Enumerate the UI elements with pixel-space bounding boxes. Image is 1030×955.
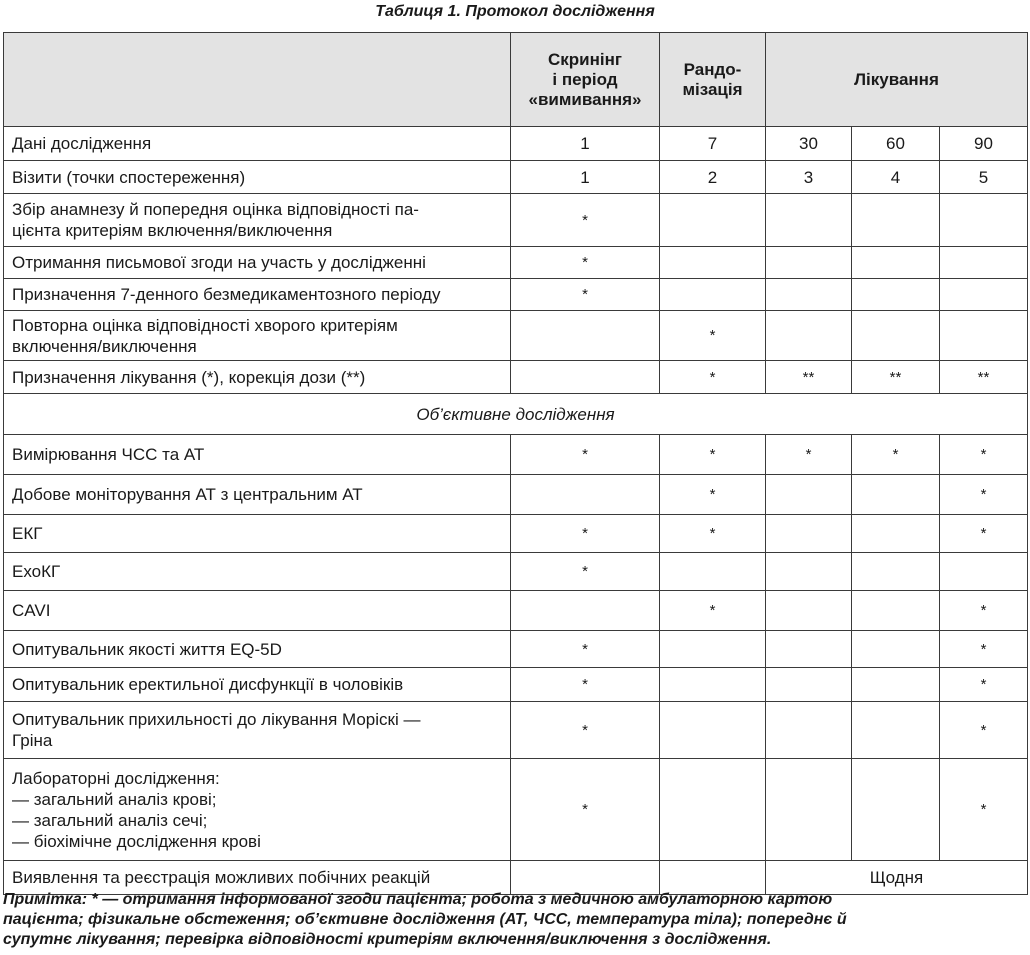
cell-mark [660, 553, 766, 591]
cell-mark [511, 591, 660, 631]
cell-mark [511, 311, 660, 361]
cell-mark: * [940, 759, 1028, 861]
row-label: Виявлення та реєстрація можливих побічних реакцій [4, 861, 511, 895]
row-label: Призначення 7-денного безмедикаментозного періоду [4, 279, 511, 311]
row-label: Дані дослідження [4, 127, 511, 161]
cell-mark: * [660, 311, 766, 361]
cell-mark: * [660, 515, 766, 553]
table-row [4, 361, 1028, 394]
cell-mark: * [940, 591, 1028, 631]
cell-mark [852, 631, 940, 668]
table-row [4, 127, 1028, 161]
cell-mark: * [511, 515, 660, 553]
cell-mark: * [511, 279, 660, 311]
cell-mark [766, 311, 852, 361]
table-row [4, 311, 1028, 361]
cell-mark: * [940, 475, 1028, 515]
section-row [4, 394, 1028, 435]
header-screening: Скринінг і період «вимивання» [511, 33, 660, 127]
cell-mark: ** [940, 361, 1028, 394]
cell-mark [852, 553, 940, 591]
row-label: Лабораторні дослідження: — загальний аналіз крові; — загальний аналіз сечі; — біохімічне дослідження крові [4, 759, 511, 861]
cell-mark: * [766, 435, 852, 475]
cell-mark: * [940, 702, 1028, 759]
cell-mark: * [511, 668, 660, 702]
table-note: Примітка: * — отримання інформованої згоди пацієнта; робота з медичною амбулаторною картою пацієнта; фізикальне обстеження; об’єктивне дослідження (АТ, ЧСС, температура тіла); попереднє й супутнє лікування; перевірка відповідності критеріям включення/виключення з дослідження. [3, 891, 847, 948]
table-row [4, 435, 1028, 475]
cell-value: 2 [660, 161, 766, 194]
cell-mark: * [511, 194, 660, 247]
table-row [4, 668, 1028, 702]
header-row [4, 33, 1028, 127]
cell-mark [852, 247, 940, 279]
daily-cell: Щодня [766, 861, 1028, 895]
table-row [4, 591, 1028, 631]
cell-mark: * [940, 515, 1028, 553]
cell-value: 1 [511, 127, 660, 161]
table-caption: Таблиця 1. Протокол дослідження [375, 3, 655, 20]
cell-mark: * [940, 668, 1028, 702]
cell-mark [852, 702, 940, 759]
table-row [4, 553, 1028, 591]
table-row [4, 279, 1028, 311]
cell-mark [940, 194, 1028, 247]
cell-mark: * [660, 435, 766, 475]
table-row [4, 515, 1028, 553]
table-row [4, 759, 1028, 861]
cell-mark [940, 311, 1028, 361]
table-row [4, 247, 1028, 279]
cell-value: 60 [852, 127, 940, 161]
cell-mark [511, 475, 660, 515]
header-treatment: Лікування [766, 33, 1028, 127]
cell-mark [660, 759, 766, 861]
cell-value: 3 [766, 161, 852, 194]
cell-mark [660, 668, 766, 702]
cell-mark: * [511, 631, 660, 668]
table-row [4, 161, 1028, 194]
cell-mark [940, 247, 1028, 279]
cell-mark [660, 631, 766, 668]
row-label: Повторна оцінка відповідності хворого критеріям включення/виключення [4, 311, 511, 361]
cell-mark [660, 702, 766, 759]
cell-value: 5 [940, 161, 1028, 194]
cell-mark [852, 311, 940, 361]
header-randomization: Рандо- мізація [660, 33, 766, 127]
cell-mark [852, 668, 940, 702]
section-title: Об’єктивне дослідження [4, 394, 1028, 435]
row-label: Опитувальник якості життя EQ-5D [4, 631, 511, 668]
table-row [4, 475, 1028, 515]
row-label: ЕхоКГ [4, 553, 511, 591]
row-label: Опитувальник еректильної дисфункції в чоловіків [4, 668, 511, 702]
cell-mark: * [660, 361, 766, 394]
table-row [4, 631, 1028, 668]
cell-mark: ** [766, 361, 852, 394]
cell-mark: * [511, 553, 660, 591]
cell-mark: * [511, 247, 660, 279]
cell-value: 7 [660, 127, 766, 161]
cell-value: 90 [940, 127, 1028, 161]
cell-mark [660, 279, 766, 311]
cell-mark [766, 591, 852, 631]
cell-mark [852, 279, 940, 311]
table-row [4, 194, 1028, 247]
header-empty-cell [4, 33, 511, 127]
cell-mark [766, 279, 852, 311]
row-label: Збір анамнезу й попередня оцінка відповідності па- цієнта критеріям включення/виключення [4, 194, 511, 247]
cell-mark [766, 515, 852, 553]
cell-mark: * [940, 435, 1028, 475]
cell-mark: * [511, 702, 660, 759]
protocol-table [3, 32, 1028, 895]
row-label: Візити (точки спостереження) [4, 161, 511, 194]
cell-mark: * [660, 591, 766, 631]
cell-mark [852, 591, 940, 631]
cell-mark [766, 475, 852, 515]
cell-mark [511, 361, 660, 394]
cell-mark [852, 194, 940, 247]
row-label: Опитувальник прихильності до лікування Моріскі — Гріна [4, 702, 511, 759]
table-row [4, 702, 1028, 759]
cell-mark [940, 279, 1028, 311]
cell-mark [852, 759, 940, 861]
cell-value: 30 [766, 127, 852, 161]
cell-mark [852, 515, 940, 553]
cell-mark [766, 702, 852, 759]
cell-mark: ** [852, 361, 940, 394]
cell-value: 4 [852, 161, 940, 194]
cell-mark: * [511, 435, 660, 475]
row-label: Призначення лікування (*), корекція дози (**) [4, 361, 511, 394]
cell-mark: * [660, 475, 766, 515]
cell-mark [766, 247, 852, 279]
cell-mark [766, 668, 852, 702]
row-label: Вимірювання ЧСС та АТ [4, 435, 511, 475]
cell-value: 1 [511, 161, 660, 194]
cell-mark [766, 631, 852, 668]
cell-mark [660, 247, 766, 279]
row-label: Добове моніторування АТ з центральним АТ [4, 475, 511, 515]
cell-mark [766, 759, 852, 861]
cell-mark: * [852, 435, 940, 475]
cell-mark: * [940, 631, 1028, 668]
cell-mark [766, 553, 852, 591]
cell-mark [940, 553, 1028, 591]
row-label: CAVI [4, 591, 511, 631]
row-label: ЕКГ [4, 515, 511, 553]
cell-mark [852, 475, 940, 515]
row-label: Отримання письмової згоди на участь у дослідженні [4, 247, 511, 279]
cell-mark [766, 194, 852, 247]
cell-mark [660, 194, 766, 247]
cell-mark: * [511, 759, 660, 861]
